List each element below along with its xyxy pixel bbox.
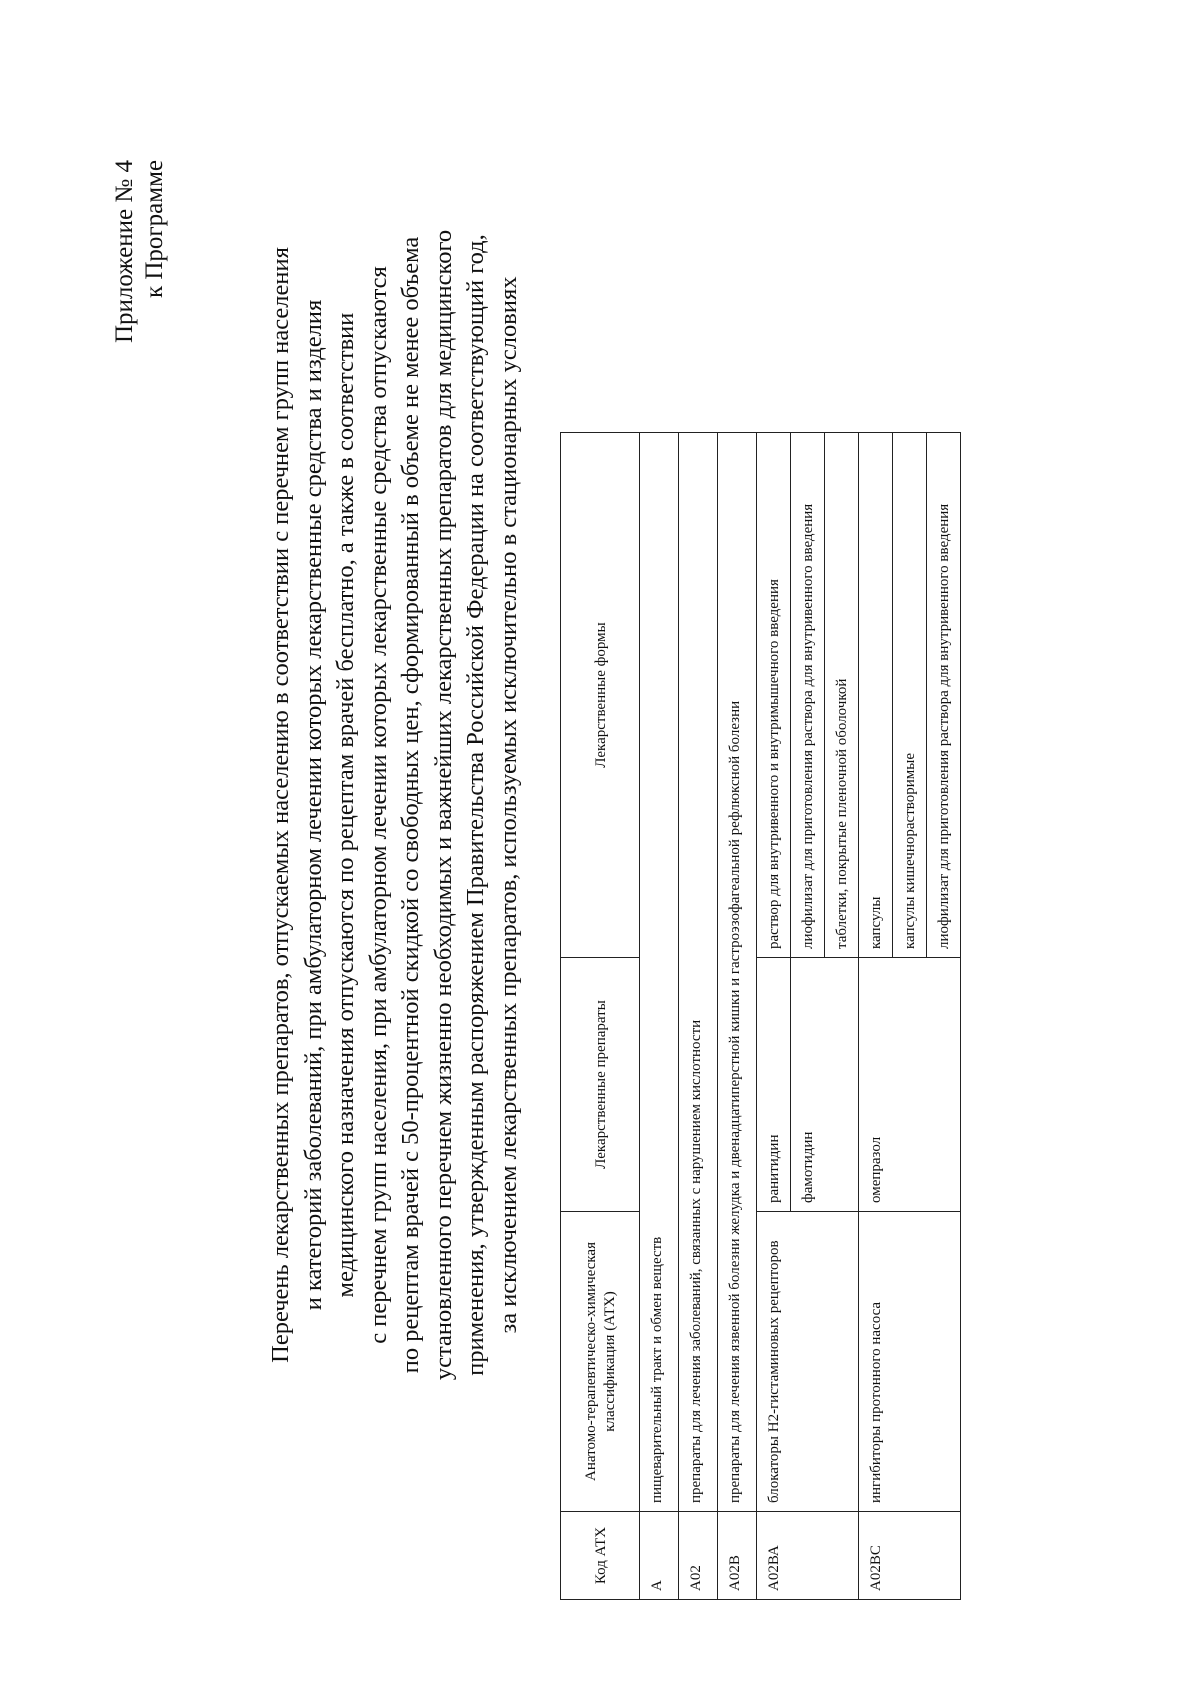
drug-form: раствор для внутривенного и внутримышечного введения <box>757 433 791 958</box>
title-line: медицинского назначения отпускаются по рецептам врачей бесплатно, а также в соответствии <box>332 312 359 1298</box>
drug-form: лиофилизат для приготовления раствора для внутривенного введения <box>927 433 961 958</box>
table-row <box>757 433 791 1600</box>
atx-code: А <box>640 1512 679 1600</box>
title-line: по рецептам врачей с 50-процентной скидкой со свободных цен, сформированный в объеме не менее объема <box>397 236 424 1374</box>
header-drugs: Лекарственные препараты <box>561 958 640 1212</box>
atx-code: А02В <box>718 1512 757 1600</box>
title-line: Перечень лекарственных препаратов, отпускаемых населению в соответствии с перечнем групп населения <box>267 247 294 1363</box>
header-code: Код АТХ <box>561 1512 640 1600</box>
appendix-label <box>110 160 170 343</box>
drug-form: капсулы <box>859 433 893 958</box>
atx-group-name: пищеварительный тракт и обмен веществ <box>640 433 679 1512</box>
title-line: за исключением лекарственных препаратов, используемых исключительно в стационарных условиях <box>494 276 522 1334</box>
table-row <box>859 433 893 1600</box>
atx-code: А02ВС <box>859 1512 961 1600</box>
atx-code: А02 <box>679 1512 718 1600</box>
drug-form: капсулы кишечнорастворимые <box>893 433 927 958</box>
title-line: и категорий заболеваний, при амбулаторном лечении которых лекарственные средства и изделия <box>299 299 327 1311</box>
atx-code: А02ВА <box>757 1512 859 1600</box>
atx-drug-table <box>560 432 961 1600</box>
table-header-row <box>561 433 640 1600</box>
atx-classification: блокаторы Н2-гистаминовых рецепторов <box>757 1212 859 1512</box>
drug-name: омепразол <box>859 958 961 1212</box>
table-row <box>640 433 679 1600</box>
appendix-program: к Программе <box>141 160 168 299</box>
header-classification: Анатомо-терапевтическо-химическая классификация (АТХ) <box>561 1212 640 1512</box>
table-row <box>679 433 718 1600</box>
drug-name: фамотидин <box>791 958 859 1212</box>
appendix-number: Приложение № 4 <box>111 160 138 344</box>
atx-group-name: препараты для лечения язвенной болезни желудка и двенадцатиперстной кишки и гастроэзофагеальной рефлюксной болезни <box>718 433 757 1512</box>
drug-form: таблетки, покрытые пленочной оболочкой <box>825 433 859 958</box>
drug-name: ранитидин <box>757 958 791 1212</box>
document-title <box>265 105 525 1505</box>
title-line: установленного перечнем жизненно необходимых и важнейших лекарственных препаратов для медицинского <box>429 229 457 1381</box>
header-forms: Лекарственные формы <box>561 433 640 958</box>
atx-classification: ингибиторы протонного насоса <box>859 1212 961 1512</box>
table-row <box>718 433 757 1600</box>
atx-group-name: препараты для лечения заболеваний, связанных с нарушением кислотности <box>679 433 718 1512</box>
title-line: применения, утвержденным распоряжением Правительства Российской Федерации на соответствующий год, <box>462 234 489 1376</box>
title-line: с перечнем групп населения, при амбулаторном лечении которых лекарственные средства отпускаются <box>364 266 392 1344</box>
drug-form: лиофилизат для приготовления раствора для внутривенного введения <box>791 433 825 958</box>
